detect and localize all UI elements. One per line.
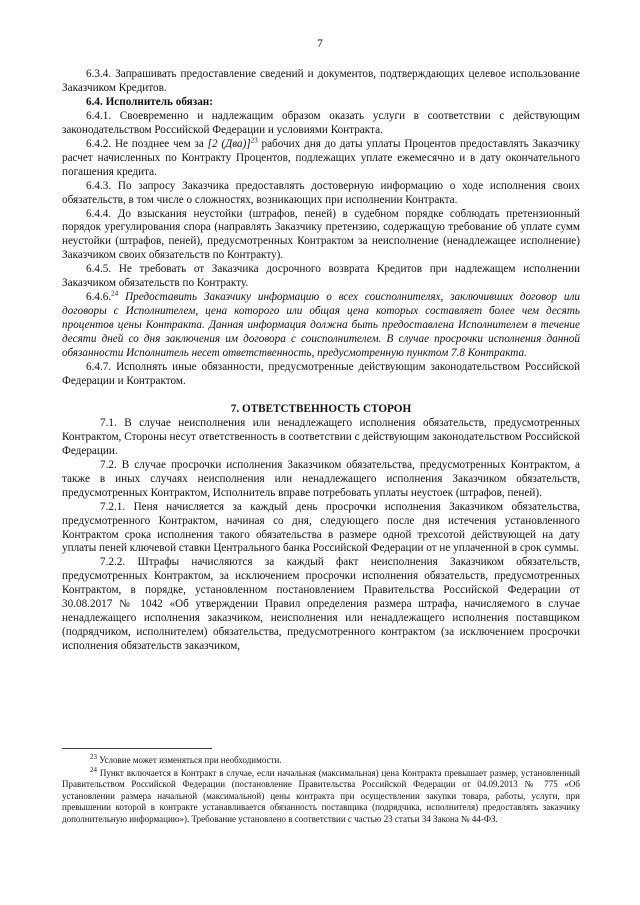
clause-6-4-3: 6.4.3. По запросу Заказчика предоставлять достоверную информацию о ходе исполнения своих обязательств, в том числе о сложностях, возникающих при исполнении Контракта. — [62, 179, 580, 206]
page-number: 7 — [317, 38, 323, 50]
clause-6-4-6 — [62, 291, 580, 361]
footnote-24-text: Пункт включается в Контракт в случае, если начальная (максимальная) цена Контракта превышает размер, установленный Правительством Российской Федерации (постановление Правительства Российской Федерации от 04.09.2013 № 775 «Об установлении размера начальной (максимальной) цены контракта при осуществлении закупки товара, работы, услуги, при превышении которой в контракте устанавливается обязанность поставщика (подрядчика, исполнителя) предоставлять заказчику дополнительную информацию»). Требование установлено в соответствии с частью 23 статьи 34 Закона № 44-ФЗ. — [62, 767, 580, 824]
clause-6-4-2-post: рабочих дня до даты уплаты Процентов предоставлять Заказчику расчет начисленных по Контракту Процентов, подлежащих уплате ежемесячно и в дату окончательного погашения кредита. — [62, 137, 580, 178]
clause-6-4-2-pre: 6.4.2. Не позднее чем за — [86, 137, 208, 150]
clause-7-1: 7.1. В случае неисполнения или ненадлежащего исполнения обязательств, предусмотренных Контрактом, Стороны несут ответственность в соответствии с действующим законодательством Российской Федерации. — [62, 416, 580, 457]
clause-6-4-5: 6.4.5. Не требовать от Заказчика досрочного возврата Кредитов при надлежащем исполнении Заказчиком обязательств по Контракту. — [62, 263, 580, 290]
footnote-ref-23: 23 — [250, 136, 258, 145]
footnote-24-num: 24 — [90, 765, 97, 774]
document-body — [62, 68, 580, 654]
clause-6-4-2-term: [2 (Два)] — [207, 137, 251, 150]
footnote-separator — [62, 748, 212, 749]
clause-7-2: 7.2. В случае просрочки исполнения Заказчиком обязательства, предусмотренных Контрактом, а также в иных случаях неисполнения или ненадлежащего исполнения Заказчиком обязательств, предусмотренных Контрактом, Исполнитель вправе потребовать уплаты неустоек (штрафов, пеней). — [62, 458, 580, 499]
footnotes — [62, 755, 580, 826]
section-7-heading: 7. ОТВЕТСТВЕННОСТЬ СТОРОН — [230, 402, 412, 415]
footnote-23-text: Условие может изменяться при необходимости. — [97, 755, 282, 765]
footnote-23 — [62, 755, 580, 767]
clause-7-2-1: 7.2.1. Пеня начисляется за каждый день просрочки исполнения Заказчиком обязательства, предусмотренного Контрактом, начиная со дня, следующего после дня истечения установленного Контрактом срока исполнения такого обязательства в размере одной трехсотой действующей на дату уплаты пеней ключевой ставки Центрального банка Российской Федерации от не уплаченной в срок суммы. — [62, 500, 580, 555]
heading-6-4: 6.4. Исполнитель обязан: — [86, 95, 213, 108]
footnote-ref-24: 24 — [111, 289, 119, 298]
footnote-24 — [62, 765, 580, 826]
clause-6-4-6-text: Предоставить Заказчику информацию о всех соисполнителях, заключивших договор или договоры с Исполнителем, цена которого или общая цена которых составляет более чем десять процентов цены Контракта. Данная информация должна быть предоставлена Исполнителем в течение десяти дней со дня заключения им договора с соисполнителем. В случае просрочки исполнения данной обязанности Исполнитель несет ответственность, предусмотренную пунктом 7.8 Контракта. — [62, 291, 580, 360]
clause-6-4-2 — [62, 138, 580, 180]
footnote-23-num: 23 — [90, 753, 97, 761]
clause-6-4-1: 6.4.1. Своевременно и надлежащим образом оказать услуги в соответствии с действующим законодательством Российской Федерации и условиями Контракта. — [62, 109, 580, 136]
clause-6-4-4: 6.4.4. До взыскания неустойки (штрафов, пеней) в судебном порядке соблюдать претензионный порядок урегулирования спора (направлять Заказчику претензию, содержащую требование об уплате сумм неустойки (штрафов, пеней), предусмотренных Контрактом за неисполнение (ненадлежащее исполнение) Заказчиком своих обязательств по Контракту). — [62, 207, 580, 262]
clause-6-4-7: 6.4.7. Исполнять иные обязанности, предусмотренные действующим законодательством Российской Федерации и Контрактом. — [62, 361, 580, 387]
clause-6-3-4: 6.3.4. Запрашивать предоставление сведений и документов, подтверждающих целевое использование Заказчиком Кредитов. — [62, 68, 580, 94]
clause-7-2-2: 7.2.2. Штрафы начисляются за каждый факт неисполнения Заказчиком обязательств, предусмотренных Контрактом, за исключением просрочки исполнения обязательств, предусмотренных Контрактом, в порядке, установленном постановлением Правительства Российской Федерации от 30.08.2017 № 1042 «Об утверждении Правил определения размера штрафа, начисляемого в случае ненадлежащего исполнения заказчиком, неисполнения или ненадлежащего исполнения поставщиком (подрядчиком, исполнителем) обязательства, предусмотренного контрактом (за исключением просрочки исполнения обязательств заказчиком, — [62, 556, 580, 653]
clause-6-4-6-num: 6.4.6. — [86, 291, 112, 304]
